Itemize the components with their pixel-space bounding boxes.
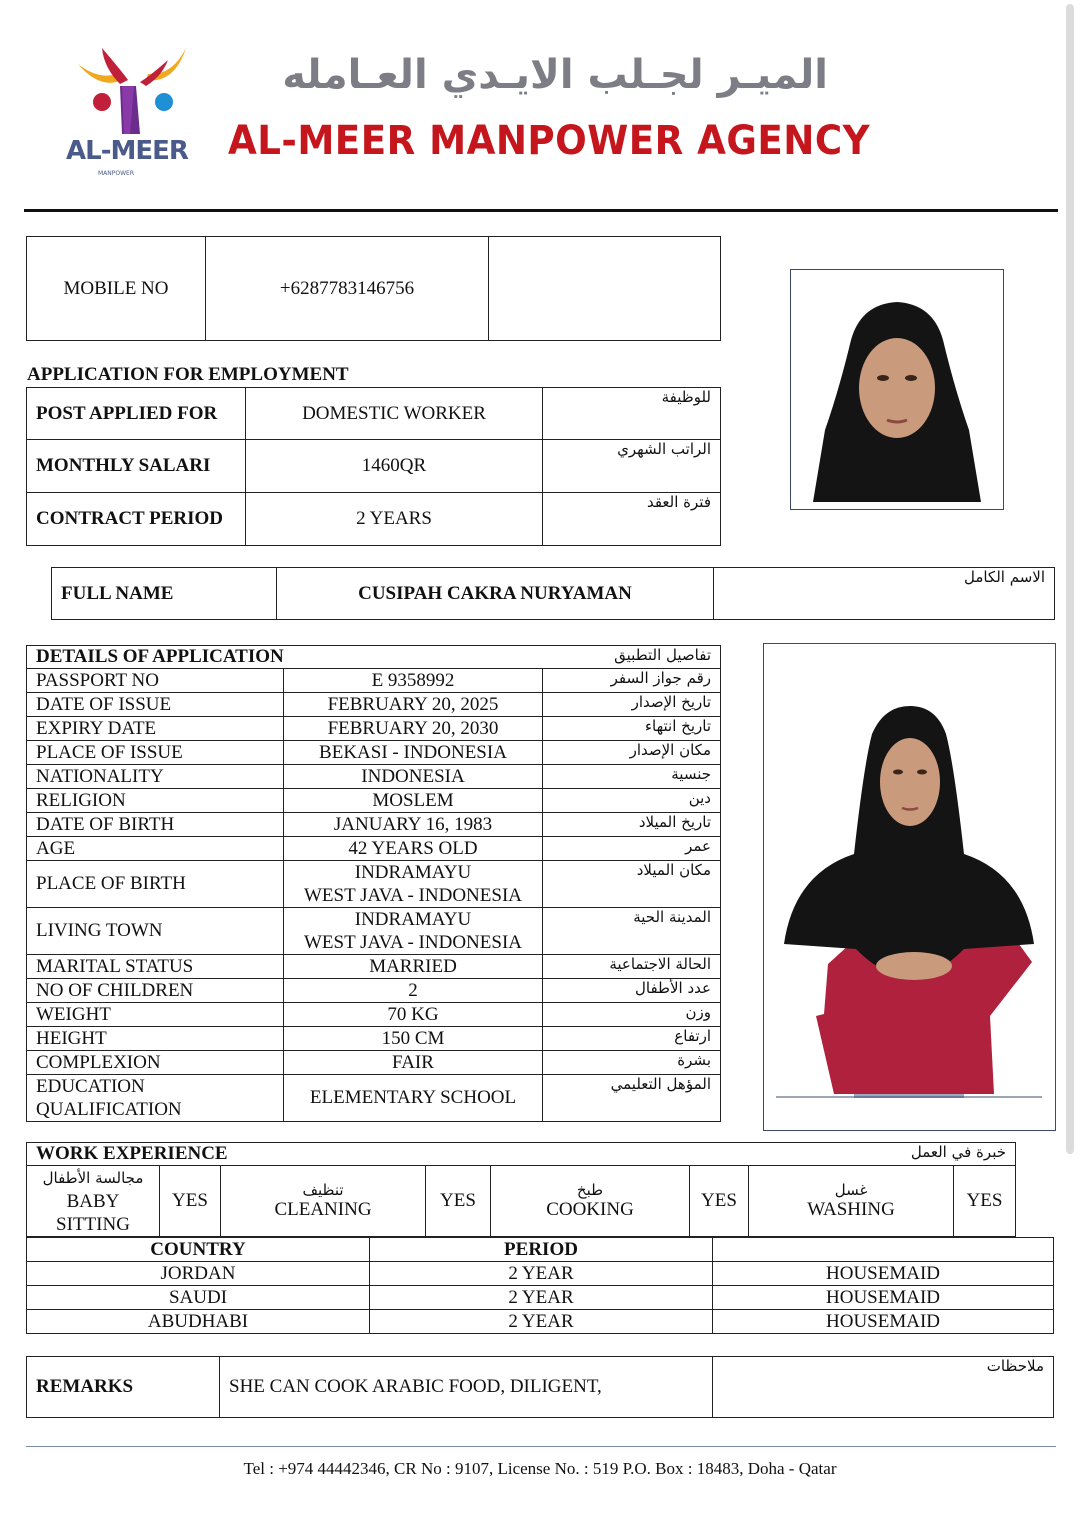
details-row [27, 1075, 721, 1122]
details-label: RELIGION [27, 789, 284, 813]
application-row [27, 388, 721, 440]
skill-label: COOKING [546, 1199, 634, 1220]
details-value: JANUARY 16, 1983 [284, 813, 543, 837]
application-value: 1460QR [246, 440, 543, 493]
application-label: MONTHLY SALARI [27, 440, 246, 493]
details-table [26, 645, 721, 1122]
application-table [26, 387, 721, 546]
details-row [27, 741, 721, 765]
details-row [27, 837, 721, 861]
history-row [27, 1310, 1054, 1334]
application-label: POST APPLIED FOR [27, 388, 246, 440]
history-header: COUNTRY [27, 1238, 370, 1262]
details-value-line2: WEST JAVA - INDONESIA [304, 885, 522, 906]
mobile-label: MOBILE NO [27, 237, 206, 341]
scrollbar[interactable] [1066, 4, 1074, 1154]
details-label: NATIONALITY [27, 765, 284, 789]
full-name-label: FULL NAME [52, 568, 277, 620]
application-arabic: فترة العقد [543, 493, 721, 546]
history-position: HOUSEMAID [713, 1310, 1054, 1334]
details-arabic: رقم جواز السفر [543, 669, 721, 693]
mobile-table [26, 236, 721, 341]
details-row [27, 813, 721, 837]
details-row [27, 1051, 721, 1075]
details-value: E 9358992 [284, 669, 543, 693]
application-label: CONTRACT PERIOD [27, 493, 246, 546]
details-arabic: عمر [543, 837, 721, 861]
details-arabic: دين [543, 789, 721, 813]
skill-value: YES [954, 1166, 1016, 1237]
details-arabic: المدينة الحية [543, 908, 721, 955]
history-period: 2 YEAR [370, 1310, 713, 1334]
details-row [27, 908, 721, 955]
details-arabic: تاريخ الإصدار [543, 693, 721, 717]
details-label: DATE OF BIRTH [27, 813, 284, 837]
details-label: HEIGHT [27, 1027, 284, 1051]
details-label: PLACE OF BIRTH [27, 861, 284, 908]
skill-baby-sitting [27, 1166, 160, 1237]
details-value: ELEMENTARY SCHOOL [284, 1075, 543, 1122]
details-label: AGE [27, 837, 284, 861]
details-row [27, 717, 721, 741]
details-arabic: مكان الميلاد [543, 861, 721, 908]
full-name-table [51, 567, 1055, 620]
history-period: 2 YEAR [370, 1286, 713, 1310]
history-period: 2 YEAR [370, 1262, 713, 1286]
details-arabic: جنسية [543, 765, 721, 789]
details-label: EDUCATION [36, 1076, 145, 1097]
work-experience-table [26, 1142, 1016, 1237]
details-title-arabic: تفاصيل التطبيق [543, 646, 721, 669]
application-row [27, 440, 721, 493]
full-name-arabic: الاسم الكامل [714, 568, 1055, 620]
skill-value: YES [690, 1166, 749, 1237]
details-label: DATE OF ISSUE [27, 693, 284, 717]
skill-arabic: تنظيف [302, 1181, 344, 1199]
history-row [27, 1286, 1054, 1310]
details-row [27, 669, 721, 693]
logo-subtext: MANPOWER [98, 170, 135, 177]
details-arabic: مكان الإصدار [543, 741, 721, 765]
skill-arabic: مجالسة الأطفال [42, 1168, 144, 1187]
skill-arabic: غسل [834, 1181, 868, 1199]
remarks-label: REMARKS [27, 1357, 220, 1418]
details-value: FEBRUARY 20, 2030 [284, 717, 543, 741]
details-arabic: ارتفاع [543, 1027, 721, 1051]
details-header-row [27, 646, 721, 669]
details-value: 70 KG [284, 1003, 543, 1027]
details-value: MOSLEM [284, 789, 543, 813]
details-value: INDRAMAYU [354, 862, 472, 883]
details-value-line2: WEST JAVA - INDONESIA [304, 932, 522, 953]
skill-value: YES [160, 1166, 221, 1237]
full-name-value: CUSIPAH CAKRA NURYAMAN [277, 568, 714, 620]
details-row [27, 1027, 721, 1051]
details-value: BEKASI - INDONESIA [284, 741, 543, 765]
mobile-value: +6287783146756 [206, 237, 489, 341]
details-arabic: تاريخ الميلاد [543, 813, 721, 837]
application-row [27, 493, 721, 546]
details-row [27, 693, 721, 717]
details-label: COMPLEXION [27, 1051, 284, 1075]
footer-divider [26, 1446, 1056, 1447]
application-title: APPLICATION FOR EMPLOYMENT [27, 364, 349, 385]
agency-title-arabic: الميـر لجـلب الايـدي العـامله [282, 52, 828, 98]
skill-label: WASHING [807, 1199, 895, 1220]
remarks-table [26, 1356, 1054, 1418]
skill-label-line2: SITTING [56, 1213, 130, 1235]
agency-title-english: AL-MEER MANPOWER AGENCY [228, 118, 871, 164]
details-arabic: وزن [543, 1003, 721, 1027]
details-value: 150 CM [284, 1027, 543, 1051]
details-title: DETAILS OF APPLICATION [27, 646, 543, 669]
application-arabic: الراتب الشهري [543, 440, 721, 493]
details-arabic: المؤهل التعليمي [543, 1075, 721, 1122]
full-body-photo [763, 643, 1056, 1131]
skill-label: CLEANING [274, 1199, 372, 1220]
work-experience-title: WORK EXPERIENCE [27, 1143, 491, 1166]
details-value: FEBRUARY 20, 2025 [284, 693, 543, 717]
application-value: 2 YEARS [246, 493, 543, 546]
details-row [27, 789, 721, 813]
details-value: MARRIED [284, 955, 543, 979]
skill-cooking [491, 1166, 690, 1237]
details-arabic: تاريخ انتهاء [543, 717, 721, 741]
history-header [713, 1238, 1054, 1262]
skill-washing [749, 1166, 954, 1237]
agency-logo [64, 40, 204, 180]
details-arabic: الحالة الاجتماعية [543, 955, 721, 979]
details-value: INDRAMAYU [354, 909, 472, 930]
history-country: JORDAN [27, 1262, 370, 1286]
details-label: PLACE OF ISSUE [27, 741, 284, 765]
history-header: PERIOD [370, 1238, 713, 1262]
details-label: EXPIRY DATE [27, 717, 284, 741]
header-divider [24, 209, 1058, 212]
details-arabic: عدد الأطفال [543, 979, 721, 1003]
details-arabic: بشرة [543, 1051, 721, 1075]
history-country: ABUDHABI [27, 1310, 370, 1334]
history-row [27, 1262, 1054, 1286]
details-label: PASSPORT NO [27, 669, 284, 693]
skill-value: YES [426, 1166, 491, 1237]
details-label-line2: QUALIFICATION [36, 1099, 182, 1120]
skill-cleaning [221, 1166, 426, 1237]
history-table [26, 1237, 1054, 1334]
details-value: 42 YEARS OLD [284, 837, 543, 861]
work-experience-title-arabic: خبرة في العمل [491, 1143, 1016, 1166]
details-row [27, 955, 721, 979]
details-row [27, 1003, 721, 1027]
details-label: WEIGHT [27, 1003, 284, 1027]
details-row [27, 765, 721, 789]
details-label: NO OF CHILDREN [27, 979, 284, 1003]
details-label: MARITAL STATUS [27, 955, 284, 979]
history-position: HOUSEMAID [713, 1262, 1054, 1286]
details-row [27, 979, 721, 1003]
history-country: SAUDI [27, 1286, 370, 1310]
mobile-extra [489, 237, 721, 341]
history-position: HOUSEMAID [713, 1286, 1054, 1310]
logo-text: AL-MEER [66, 136, 188, 166]
application-value: DOMESTIC WORKER [246, 388, 543, 440]
footer-contact: Tel : +974 44442346, CR No : 9107, License No. : 519 P.O. Box : 18483, Doha - Qatar [243, 1459, 837, 1478]
details-value: FAIR [284, 1051, 543, 1075]
portrait-photo [790, 269, 1004, 510]
skill-label: BABY [66, 1190, 120, 1212]
details-value: 2 [284, 979, 543, 1003]
skill-arabic: طبخ [576, 1181, 604, 1199]
details-label: LIVING TOWN [27, 908, 284, 955]
details-row [27, 861, 721, 908]
remarks-value: SHE CAN COOK ARABIC FOOD, DILIGENT, [220, 1357, 713, 1418]
details-value: INDONESIA [284, 765, 543, 789]
remarks-arabic: ملاحظات [713, 1357, 1054, 1418]
application-arabic: للوظيفة [543, 388, 721, 440]
